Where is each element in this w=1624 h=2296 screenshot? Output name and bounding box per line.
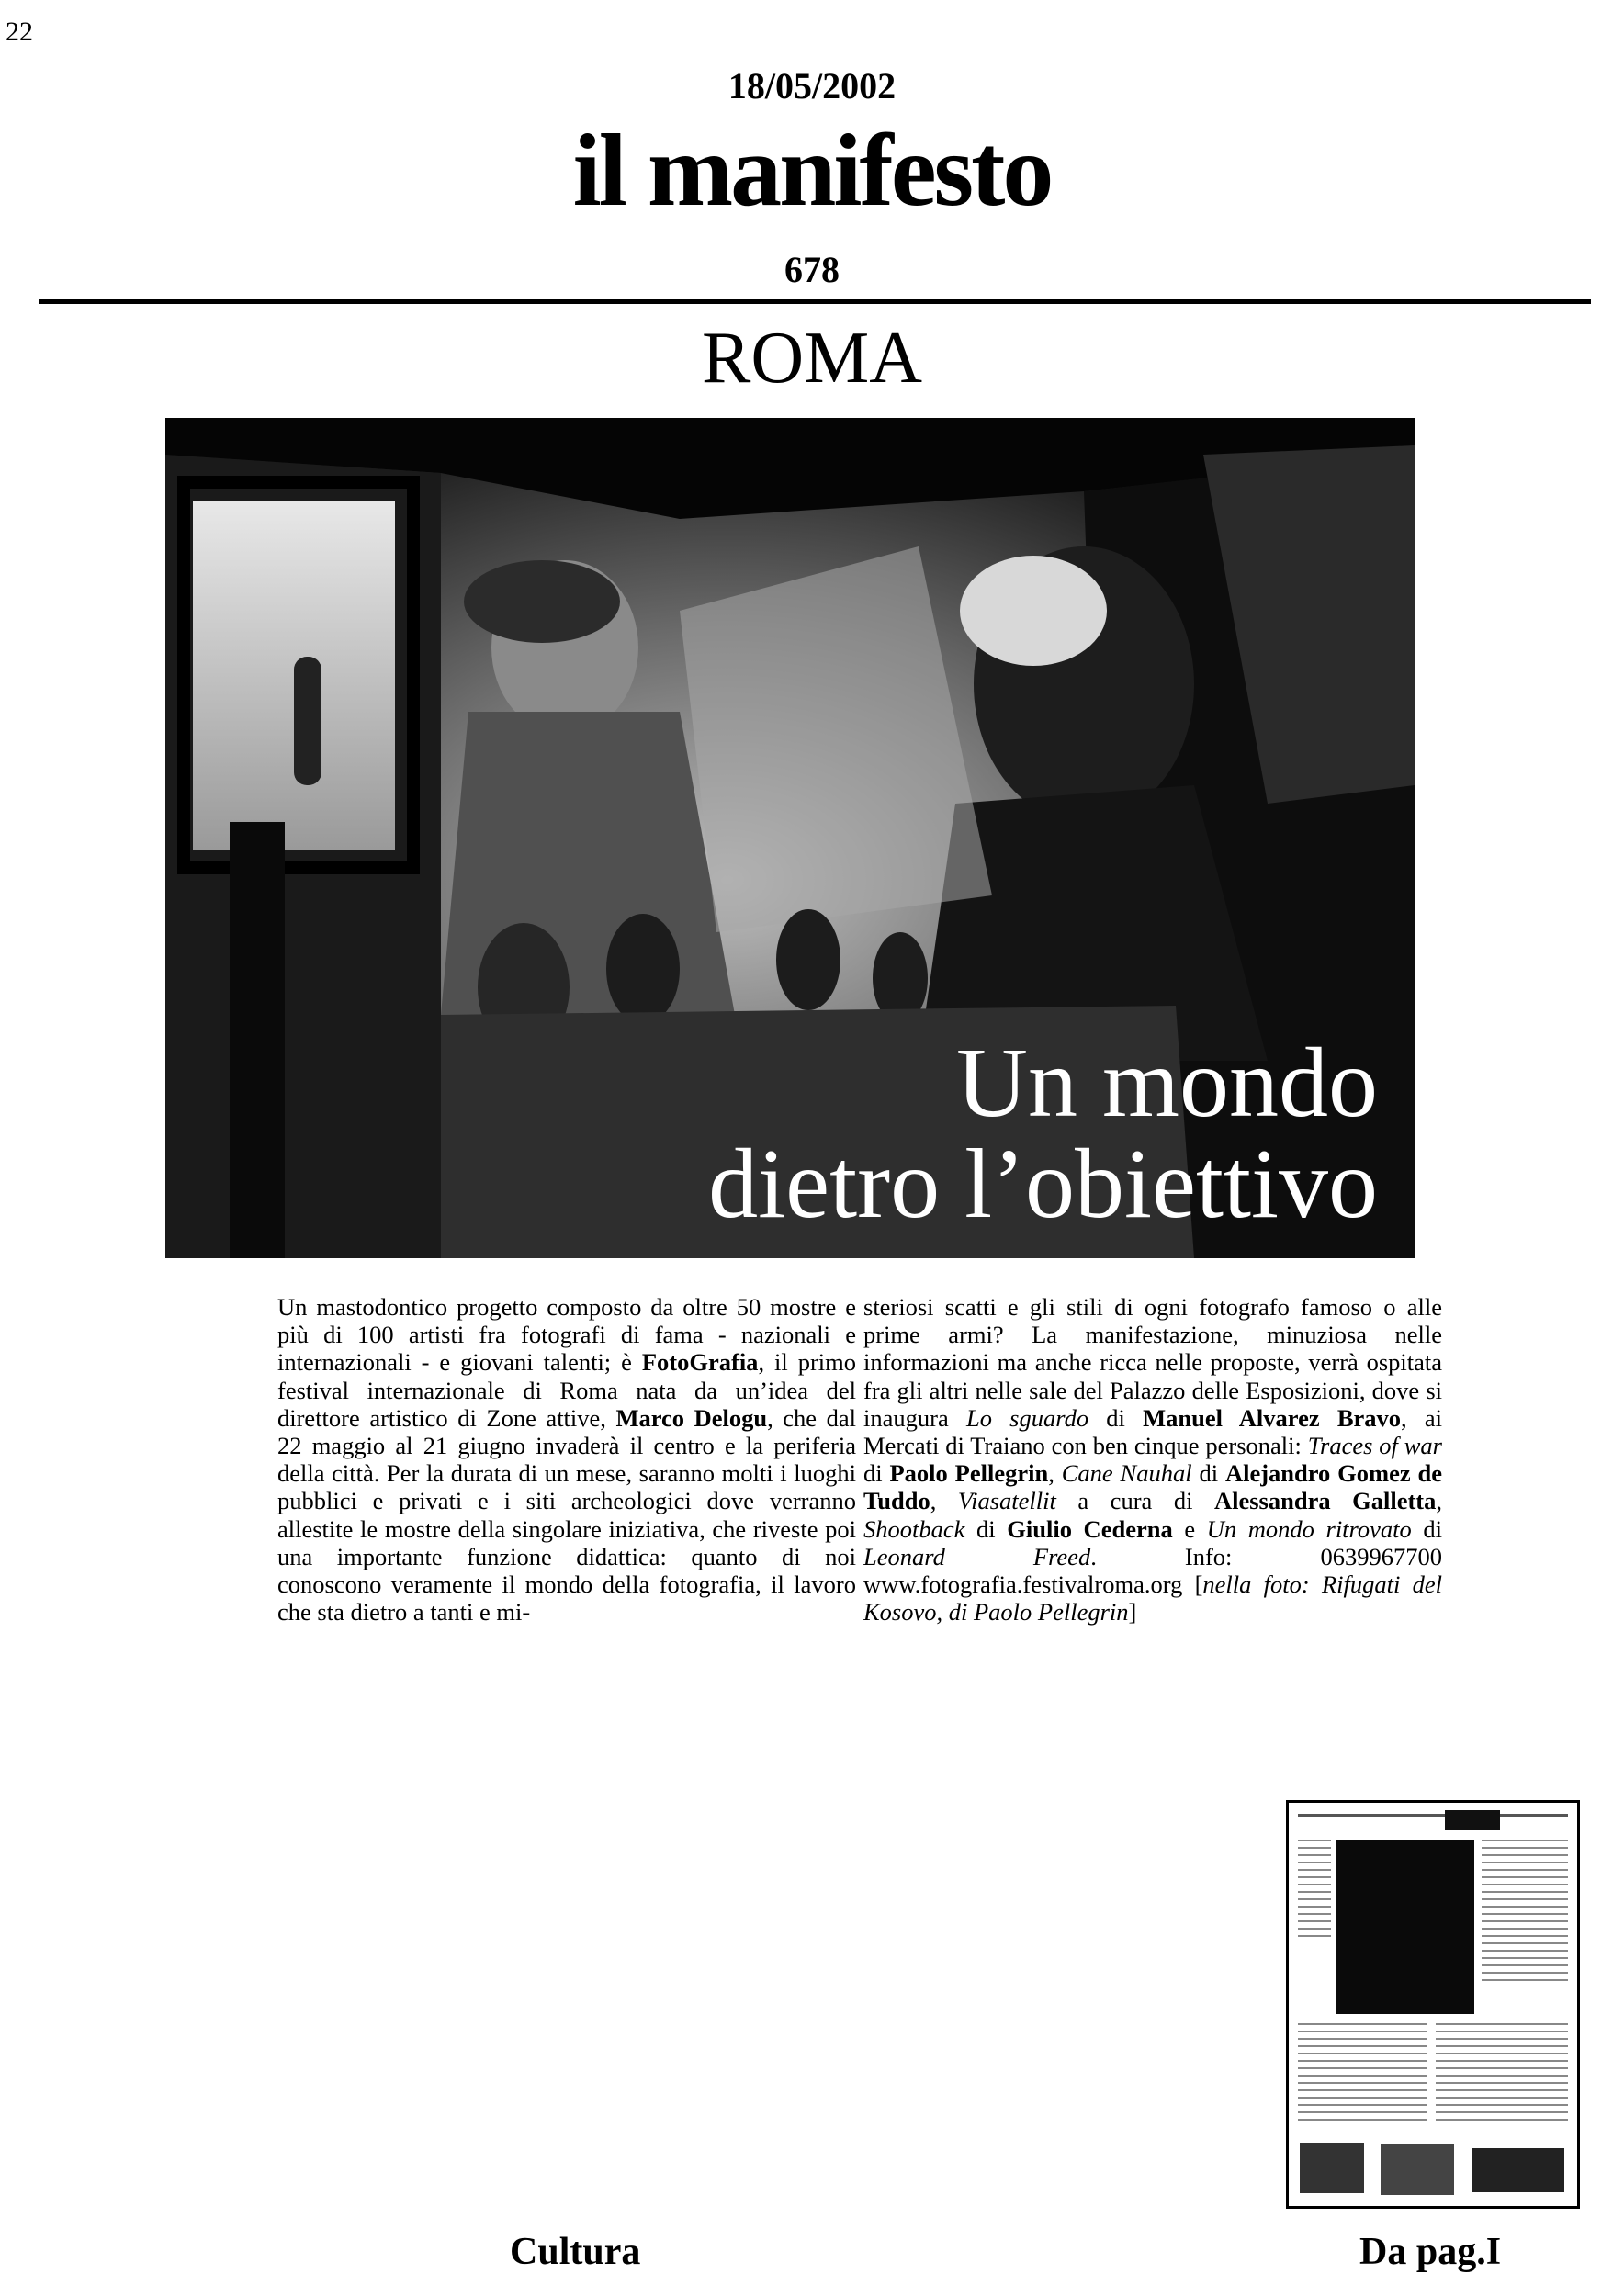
text-run: a cura di xyxy=(1055,1487,1214,1515)
bold-run: Marco Delogu xyxy=(615,1403,768,1432)
italic-run: Leonard Freed xyxy=(863,1542,1091,1570)
italic-run: Viasatellit xyxy=(957,1487,1056,1515)
text-run: , il primo festival internazionale di Roma nata da un’idea del direttore artistico di Zone attive, xyxy=(277,1348,857,1432)
article-column-1 xyxy=(277,1293,856,1626)
header-rule xyxy=(39,299,1591,304)
text-run: ] xyxy=(1128,1598,1137,1626)
text-run: , xyxy=(930,1487,958,1515)
publication-date: 18/05/2002 xyxy=(727,65,897,107)
text-run: , che dal 22 maggio al 21 giugno invaderà il centro e la periferia della città. Per la durata di un mese, saranno molti i luoghi pubblici e privati e i siti archeologici dove verranno allestite le mostre della singolare iniziativa, che riveste poi una importante funzione didattica: quanto di noi conoscono veramente il mondo della fotografia, il lavoro che sta dietro a tanti e mi- xyxy=(277,1403,857,1626)
text-run: e xyxy=(1172,1514,1207,1543)
bold-run: Paolo Pellegrin xyxy=(889,1459,1049,1488)
headline-line-2: dietro l’obiettivo xyxy=(708,1130,1378,1240)
italic-run: Cane Nauhal xyxy=(1061,1459,1192,1488)
newspaper-masthead: il manifesto xyxy=(572,114,1052,228)
bold-run: Giulio Cederna xyxy=(1007,1514,1173,1543)
article-photo xyxy=(165,418,1415,1258)
issue-number: 678 xyxy=(784,249,840,290)
italic-run: Shootback xyxy=(863,1514,965,1543)
text-run: di xyxy=(964,1514,1008,1543)
text-run: steriosi scatti e gli stili di ogni fotografo famoso o alle prime armi? La manifestazione, minuziosa nelle informazioni ma anche ricca nelle proposte, verrà ospitata fra gli altri nelle sale del Palazzo delle Esposizioni, dove si inaugura xyxy=(863,1293,1442,1432)
bold-run: FotoGrafia xyxy=(641,1348,759,1377)
italic-run: Un mondo ritrovato xyxy=(1206,1514,1412,1543)
text-run: Un mastodontico progetto composto da oltre 50 mostre e più di 100 artisti fra fotografi di fama - nazionali e internazionali - e giovani talenti; è xyxy=(277,1293,856,1377)
text-run: di xyxy=(1411,1514,1442,1543)
text-run: . Info: 0639967700 www.fotografia.festivalroma.org [ xyxy=(863,1542,1442,1599)
article-headline xyxy=(708,1029,1378,1240)
page-thumbnail-image xyxy=(1289,1803,1577,2206)
text-run: di xyxy=(1088,1403,1144,1432)
italic-run: nella foto: Rifugati del Kosovo, di Paolo Pellegrin xyxy=(863,1570,1442,1626)
italic-run: Traces of war xyxy=(1307,1432,1442,1460)
page-number: 22 xyxy=(6,17,33,47)
text-run: di xyxy=(863,1459,890,1488)
text-run: , xyxy=(1436,1487,1442,1515)
bold-run: Alessandra Galletta xyxy=(1213,1487,1437,1515)
footer-section-label: Cultura xyxy=(510,2231,641,2273)
text-run: , ai Mercati di Traiano con ben cinque personali: xyxy=(863,1403,1442,1460)
bold-run: Manuel Alvarez Bravo xyxy=(1143,1403,1402,1432)
italic-run: Lo sguardo xyxy=(965,1403,1089,1432)
bold-run: Alejandro Gomez de Tuddo xyxy=(863,1459,1442,1515)
section-title: ROMA xyxy=(701,318,923,399)
article-column-2 xyxy=(863,1293,1442,1626)
headline-line-1: Un mondo xyxy=(956,1029,1378,1138)
text-run: di xyxy=(1191,1459,1225,1488)
page-thumbnail xyxy=(1286,1800,1580,2209)
text-run: , xyxy=(1048,1459,1062,1488)
footer-page-reference: Da pag.I xyxy=(1359,2231,1502,2273)
